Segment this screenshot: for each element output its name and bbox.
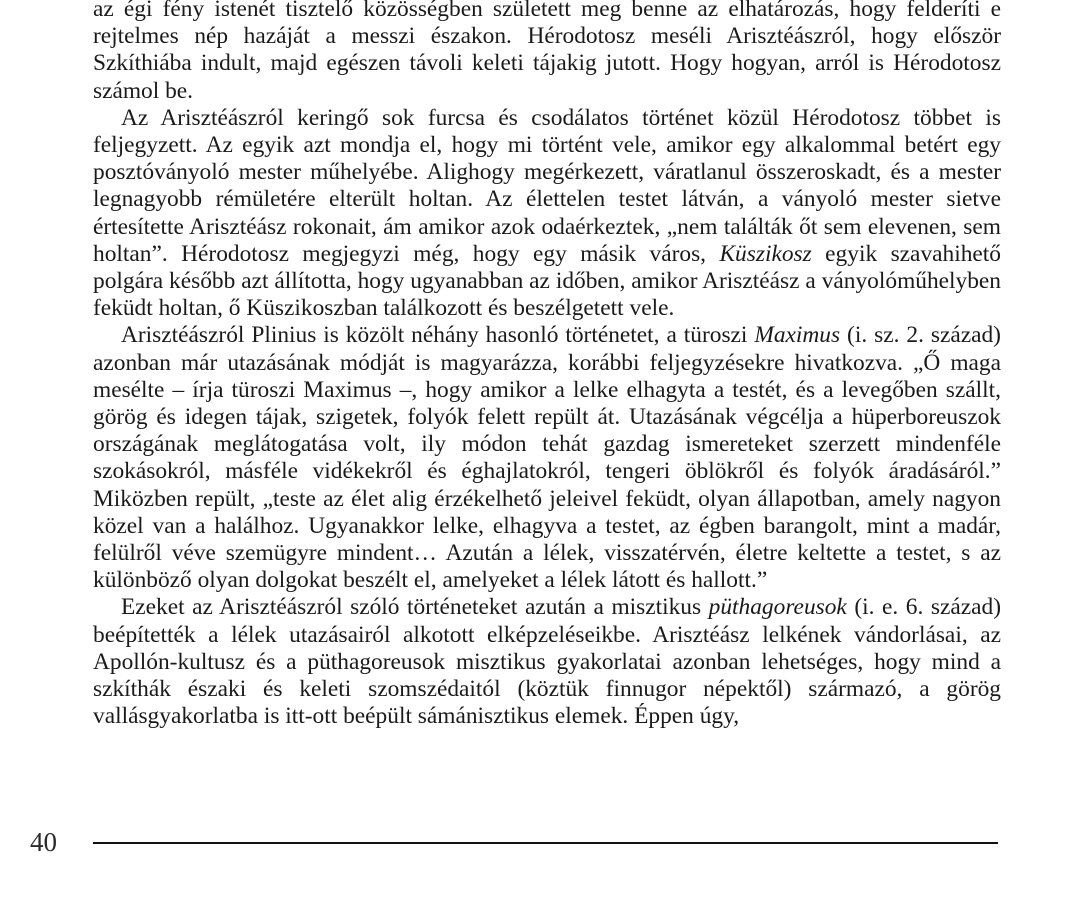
paragraph-2-run-1: Az Arisztéászról keringő sok furcsa és csodálatos történet közül Hérodotosz többet is feljegyzett. Az egyik azt mondja el, hogy mi történt vele, amikor egy alkalommal betért egy posztóványoló mester műhelyébe. Alighogy megérkezett, váratlanul összeroskadt, és a mester legnagyobb rémületére elterült holtan. Az élettelen testet látván, a ványoló mester sietve értesítette Arisztéász rokonait, ám amikor azok odaérkeztek, „nem találták őt sem elevenen, sem holtan”. Hérodotosz megjegyzi még, hogy egy másik város, <box>93 104 1001 267</box>
paragraph-3-run-2-italic: Maximus <box>754 322 841 349</box>
page-body <box>93 0 1001 730</box>
paragraph-4 <box>93 594 1001 730</box>
paragraph-2-run-3: egyik szavahihető polgára később azt állította, hogy ugyanabban az időben, amikor Arisztéász a ványolóműhelyben feküdt holtan, ő Küszikoszban találkozott és beszélgetett vele. <box>93 240 1001 322</box>
paragraph-3-run-1: Arisztéászról Plinius is közölt néhány hasonló történetet, a türoszi <box>121 322 755 349</box>
paragraph-1-run-1: az égi fény istenét tisztelő közösségben született meg benne az elhatározás, hogy felderíti e rejtelmes nép hazáját a messzi északon. Hérodotosz meséli Arisztéászról, hogy először Szkíthiába indult, majd egészen távoli keleti tájakig jutott. Hogy hogyan, arról is Hérodotosz számol be. <box>93 0 1001 104</box>
paragraph-2-run-2-italic: Küszikosz <box>719 240 812 267</box>
paragraph-2 <box>93 105 1001 323</box>
page-number: 40 <box>30 827 57 857</box>
paragraph-4-run-3: (i. e. 6. század) beépítették a lélek utazásairól alkotott elképzeléseikbe. Arisztéász lelkének vándorlásai, az Apollón-kultusz és a püthagoreusok misztikus gyakorlatai azonban lehetséges, hogy mind a szkíthák északi és keleti szomszédaitól (köztük finnugor népektől) származó, a görög vallásgyakorlatba is itt-ott beépült sámánisztikus elemek. Éppen úgy, <box>93 594 1001 730</box>
paragraph-1 <box>93 0 1001 105</box>
paragraph-3 <box>93 322 1001 594</box>
paragraph-3-run-3: (i. sz. 2. század) azonban már utazásának módját is magyarázza, korábbi feljegyzésekre hivatkozva. „Ő maga mesélte – írja türoszi Maximus –, hogy amikor a lelke elhagyta a testét, és a levegőben szállt, görög és idegen tájak, szigetek, folyók felett repült át. Utazásának végcélja a hüperboreuszok országának meglátogatása volt, ily módon tehát gazdag ismereteket szerzett mindenféle szokásokról, másféle vidékekről és éghajlatokról, tengeri öblökről és folyók áradásáról.” Miközben repült, „teste az élet alig érzékelhető jeleivel feküdt, olyan állapotban, amely nagyon közel van a halálhoz. Ugyanakkor lelke, elhagyva a testet, az égben barangolt, mint a madár, felülről véve szemügyre mindent… Azután a lélek, visszatérvén, életre keltette a testet, s az különböző olyan dolgokat beszélt el, amelyeket a lélek látott és hallott.” <box>93 322 1001 594</box>
footer-rule <box>93 842 998 844</box>
paragraph-4-run-2-italic: püthagoreusok <box>708 594 847 621</box>
paragraph-4-run-1: Ezeket az Arisztéászról szóló történeteket azután a misztikus <box>121 594 709 621</box>
